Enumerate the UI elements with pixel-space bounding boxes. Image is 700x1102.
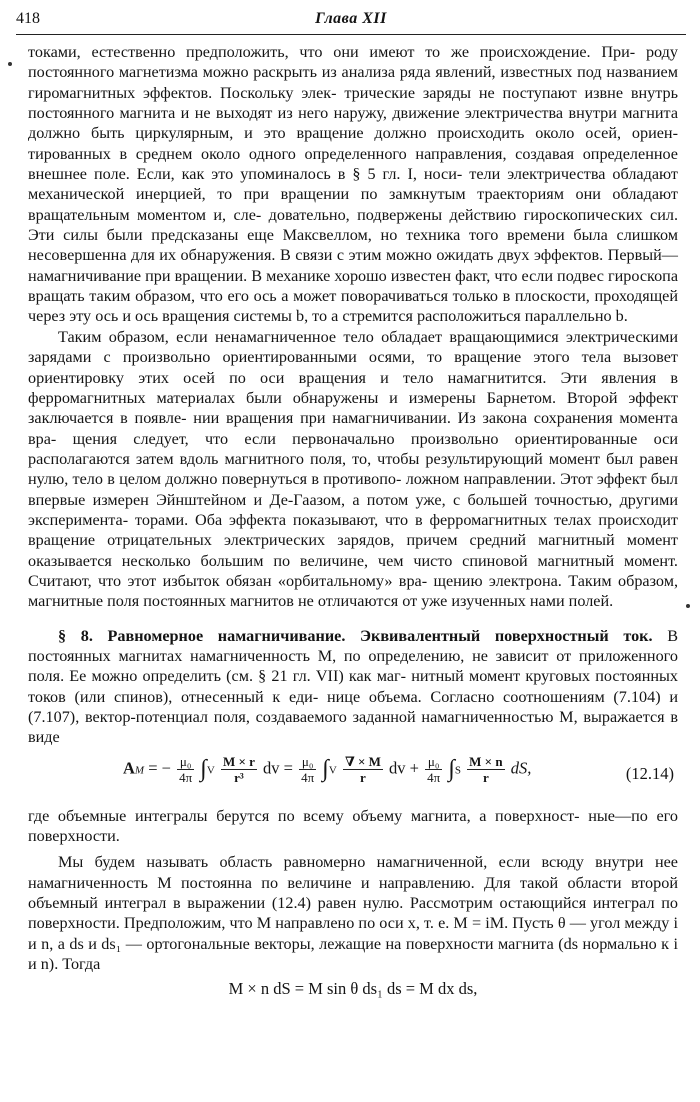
text-line: предсказаны еще Максвеллом, но техника того времени была слишком [151, 226, 678, 245]
text-line: роду постоянного магнетизма можно раскрыть из анализа ряда явлений, [28, 43, 678, 82]
page-number: 418 [16, 10, 40, 27]
text-line: по замкнутым траекториям они обладают вращательным моментом и, сле- [28, 185, 678, 224]
text-line: тированных в среднем около одного определенного направления, создавая [28, 144, 583, 163]
eq-coef-den-2: 4π [301, 769, 315, 785]
text-line: момент был равен нулю, тело в целом должно повернуться в противопо- [28, 449, 678, 489]
eq-coef-num-1: μ₀ [177, 754, 194, 770]
text-line: и Де-Гаазом, а потом уже, с большей точностью, другими эксперимента- [28, 490, 678, 529]
eq-frac1-num: M × r [222, 753, 255, 769]
text-line: нитный момент круговых постоянных токов (или спинов), отнесенный к еди- [28, 667, 679, 706]
eq-dv-2: dv [389, 757, 406, 777]
eq-plus: + [409, 757, 419, 777]
text-line: быть циркулярным, и это вращение должно происходить около осей, ориен- [91, 124, 678, 143]
paragraph-integrals [28, 806, 678, 847]
text-line: что M направлено по оси x, т. е. M = iM. Пусть θ — угол между i и n, [28, 914, 679, 953]
text-line: определенное внешнее поле. Если, как это упоминалось в § 5 гл. I, носи- [28, 144, 678, 184]
margin-mark [8, 62, 12, 66]
eq-lhs: A [123, 757, 135, 777]
text-line: Для такой области второй объемный интеграл в выражении (12.4) равен [28, 873, 678, 913]
text-line: торами. Оба эффекта показывают, что в ферромагнитных телах происходит [135, 510, 678, 529]
text-line: вращение отрицательных электрических зарядов, причем средний магнитный [28, 531, 627, 550]
text-line: щения следует, что если первоначально произвольно ориентированные оси [72, 429, 678, 448]
text-line: Мы будем называть область равномерно намагниченной, если всюду [58, 853, 596, 872]
text-line: ные—по его поверхности. [28, 806, 679, 846]
text-line: В постоянных магнитах намагниченность M, по определению, не зависит [28, 626, 678, 665]
eq-coef-den-1: 4π [179, 769, 193, 785]
paragraph-uniform [28, 852, 678, 974]
eq-equals: = [148, 757, 158, 777]
text-line: магнитный момент. Считают, что этот избыток обязан «орбитальному» вра- [28, 551, 678, 590]
text-line: от приложенного поля. Ее можно определить (см. § 21 гл. VII) как маг- [28, 646, 679, 686]
integral-sign: ∫ [322, 755, 329, 782]
text-line: несовершенна для их обнаружения. В связи с этим можно ожидать двух [28, 246, 534, 265]
text-line: обнаружены и измерены Барнетом. Второй эффект заключается в появле- [28, 388, 678, 428]
int-sub-s: S [454, 763, 462, 776]
text-line: электрическими зарядами с произвольно ориентированными осями, то [28, 327, 678, 367]
text-line: довательно, подвержены действию гироскопических сил. Эти силы были [28, 205, 679, 245]
margin-mark [686, 604, 690, 608]
eq-equals-2: = [283, 757, 293, 777]
eq-frac3-den: r [482, 769, 489, 785]
text-line: a ds и ds₁ — ортогональные векторы, лежащие на поверхности магнита [57, 934, 559, 953]
text-line: токами, естественно предположить, что они имеют то же происхождение. При- [28, 43, 646, 61]
section-title: § 8. Равномерное намагничивание. Эквивалентный поверхностный ток. [58, 626, 653, 645]
eq-dv-1: dv [263, 757, 280, 777]
chapter-title: Глава XII [315, 10, 387, 27]
text-line: нице объема. Согласно соотношениям (7.104) и (7.107), вектор-потенциал [28, 687, 678, 726]
text-line: располагаются затем вдоль магнитного поля, то, чтобы результирующий [28, 449, 549, 468]
text-line: известных под названием гиромагнитных эффектов. Поскольку элек- [28, 63, 678, 102]
eq-frac3-num: M × n [469, 753, 503, 769]
eq-coef-num-3: μ₀ [425, 754, 442, 770]
running-header [16, 10, 686, 35]
eq-frac2-den: r [360, 769, 366, 785]
eq-lhs-sub: M [134, 763, 145, 776]
text-line: Таким образом, если ненамагниченное тело обладает вращающимися [58, 327, 567, 346]
text-line: известен факт, что если подвес гироскопа вращать таким образом, что его [28, 266, 679, 306]
int-sub-v2: V [328, 763, 337, 776]
text-line: ложном направлении. Этот эффект был впервые измерен Эйнштейном [28, 470, 678, 509]
section-8 [28, 626, 678, 748]
text-line: ось a может поворачиваться только в плоскости, проходящей через эту [28, 287, 679, 326]
equation-12-14 [28, 748, 678, 806]
equation-number: (12.14) [625, 763, 674, 783]
int-sub-v1: V [206, 763, 215, 776]
eq-frac2-num: ∇ × M [344, 753, 381, 769]
text-line: трические заряды не поступают извне внутрь постоянного магнита и не [28, 83, 678, 123]
eq-coef-den-3: 4π [427, 769, 441, 785]
integral-sign: ∫ [448, 755, 455, 782]
text-line: поля, создаваемого заданной намагниченностью M, выражается в виде [28, 708, 678, 747]
text-line: (ds нормально к i и n). Тогда [28, 934, 678, 974]
eq-frac1-den: r³ [234, 769, 244, 785]
text-line: тели электричества обладают механической инерцией, то при вращении [28, 165, 678, 204]
text-line: и тело намагнитится. Эти явления в ферромагнитных материалах были [28, 368, 678, 407]
text-line: где объемные интегралы берутся по всему объему магнита, а поверхност- [28, 806, 589, 825]
page-body [28, 42, 678, 1000]
paragraph-gyromagnetic [28, 42, 678, 327]
eq-ds: dS, [510, 757, 532, 777]
text-line: нулю. Рассмотрим остающийся интеграл по поверхности. Предположим, [28, 894, 678, 933]
eq-minus: − [161, 757, 171, 777]
text-line: эффектов. Первый—намагничивание при вращении. В механике хорошо [28, 246, 678, 285]
text-line: щению электрона. Таким образом, магнитные поля постоянных магнитов [28, 571, 678, 611]
text-line: выходят из него наружу, движение электричества внутри магнита должно [28, 104, 678, 143]
text-line: ось и ось вращения системы b, то a стремится расположиться параллельно b. [95, 307, 628, 326]
text-line: не отличаются от уже изученных нами полей. [297, 592, 614, 611]
text-line: нии вращения при намагничивании. Из закона сохранения момента вра- [28, 409, 678, 448]
eq-coef-num-2: μ₀ [299, 754, 316, 770]
text-line: вращение этого тела вызовет ориентировку этих осей по оси вращения [28, 348, 678, 387]
text-line: момент оказывается несколько большим по величине, чем чисто спиновой [28, 531, 678, 570]
equation-cross-product: M × n dS = M sin θ ds₁ ds = M dx ds, [228, 979, 478, 999]
text-line: внутри нее намагниченность M постоянна по величине и направлению. [28, 853, 678, 892]
integral-sign: ∫ [200, 755, 207, 782]
paragraph-barnett-einstein [28, 327, 678, 612]
